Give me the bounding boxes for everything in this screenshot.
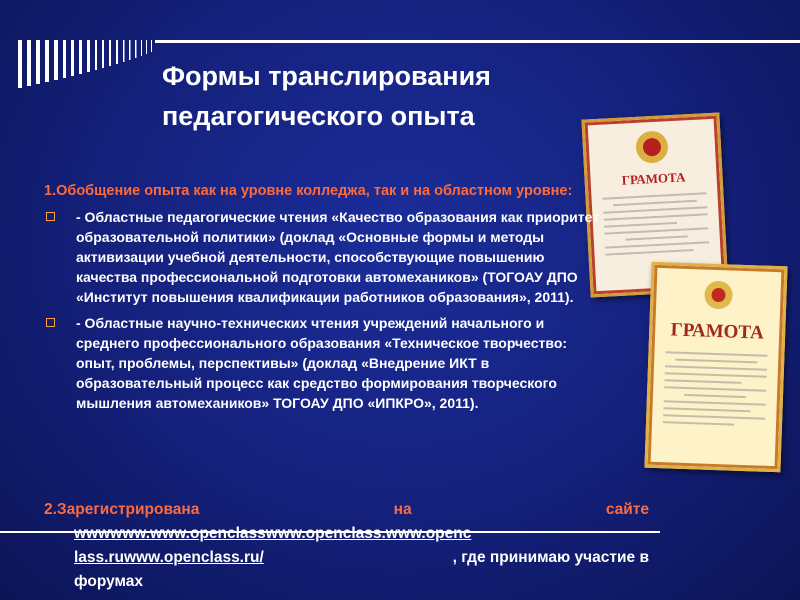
certificate-image-2 <box>644 262 787 473</box>
openclass-link-1[interactable]: wwwwww.www.openclasswww.openclass.www.openc <box>74 525 472 542</box>
square-bullet-icon <box>46 212 55 221</box>
certificate-1-title: ГРАМОТА <box>621 169 686 188</box>
title-line-2: педагогического опыта <box>162 101 475 131</box>
decorative-stripes <box>18 40 158 88</box>
item-2-line-4: форумах <box>74 573 144 590</box>
item-2-word-3: сайте <box>605 501 649 518</box>
item-2-word-2: на <box>393 501 412 518</box>
bullet-2-text: - Областные научно-технических чтения учреждений начального и среднего профессионального образования «Техническое творчество: опыт, проблемы, перспективы» (доклад «Внедрение ИКТ в образовательный процесс как средство формирования творческого мышления автомехаников» ТОГОАУ ДПО «ИПКРО», 2011). <box>76 315 568 411</box>
certificate-2-text-lines <box>663 351 768 432</box>
slide-content <box>44 181 604 413</box>
item-2 <box>44 498 649 594</box>
item-2-line-3 <box>44 546 649 570</box>
emblem-icon <box>700 276 737 313</box>
openclass-link-2[interactable]: lass.ruwww.openclass.ru/ <box>74 549 264 566</box>
bullet-1-text: - Областные педагогические чтения «Качество образования как приоритет образовательной политики» (доклад «Основные формы и методы активизации учебной деятельности, способствующие повышению качества профессиональной подготовки автомехаников» (ТОГОАУ ДПО «Институт повышения квалификации работников образования», 2011). <box>76 209 600 305</box>
certificate-1-text-lines <box>603 192 710 260</box>
emblem-icon <box>631 126 673 168</box>
item-1-text: 1.Обобщение опыта как на уровне колледжа, так и на областном уровне: <box>44 183 573 199</box>
square-bullet-icon <box>46 318 55 327</box>
item-2-heading <box>44 498 649 522</box>
slide-title <box>162 56 622 136</box>
item-2-word-1: 2.Зарегистрирована <box>44 501 200 518</box>
top-divider <box>155 40 800 43</box>
item-2-line-3-text: , где принимаю участие в <box>452 549 649 566</box>
bullet-2 <box>44 313 604 413</box>
item-2-link-line[interactable] <box>44 522 649 546</box>
certificate-2-title: ГРАМОТА <box>670 319 765 344</box>
title-line-1: Формы транслирования <box>162 61 491 91</box>
bullet-1 <box>44 207 604 307</box>
